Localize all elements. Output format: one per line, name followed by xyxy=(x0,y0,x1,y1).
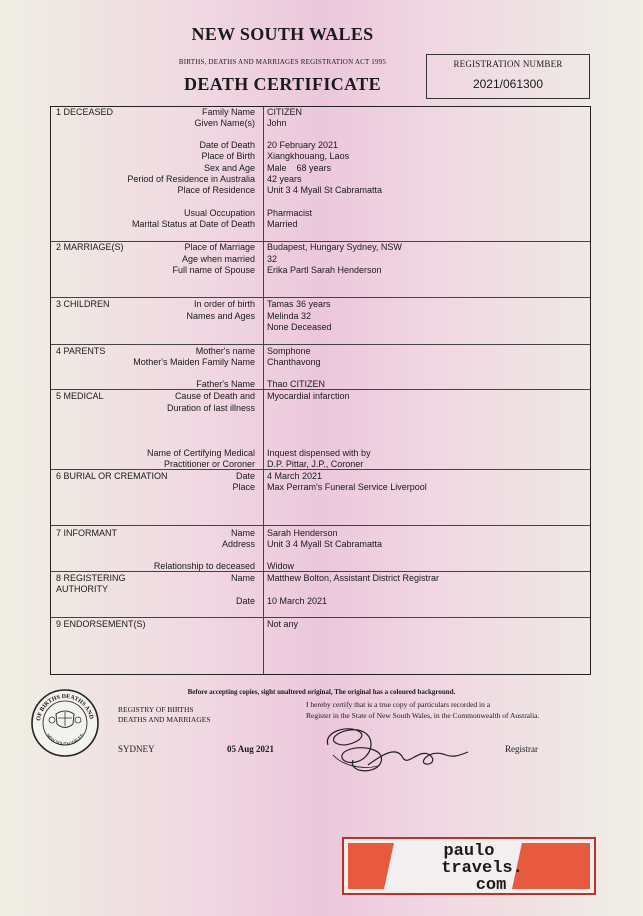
logo-line: travels. xyxy=(441,859,523,878)
label: Place of Marriage xyxy=(184,242,255,252)
registration-date: 10 March 2021 xyxy=(267,596,328,606)
label: Place xyxy=(232,482,255,492)
brand-logo xyxy=(342,837,596,895)
label: Names and Ages xyxy=(186,311,255,321)
section-registering: AUTHORITY xyxy=(56,584,109,594)
label: Place of Residence xyxy=(177,185,255,195)
label: Age when married xyxy=(181,254,255,264)
label: Mother's name xyxy=(195,346,255,356)
child-item: Melinda 32 xyxy=(267,311,312,321)
label: Relationship to deceased xyxy=(153,561,255,571)
label: Date xyxy=(235,471,255,481)
row-divider xyxy=(51,525,590,526)
certify-line-1: I hereby certify that is a true copy of particulars recorded in a xyxy=(306,700,491,709)
spouse-name: Erika Partl Sarah Henderson xyxy=(267,265,382,275)
row-divider xyxy=(51,617,590,618)
informant-relationship: Widow xyxy=(267,561,295,571)
label: Practitioner or Coroner xyxy=(163,459,255,469)
label: Sex and Age xyxy=(203,163,255,173)
label: Address xyxy=(221,539,255,549)
mother-maiden-name: Chanthavong xyxy=(267,357,321,367)
label: Date xyxy=(235,596,255,606)
child-item: Tamas 36 years xyxy=(267,299,331,309)
notice: Before accepting copies, sight unaltered original, The original has a coloured background. xyxy=(187,688,456,696)
section-endorsements: 9 ENDORSEMENT(S) xyxy=(56,619,146,629)
label: Cause of Death and xyxy=(174,391,255,401)
burial-place: Max Perram's Funeral Service Liverpool xyxy=(267,482,427,492)
registration-label: REGISTRATION NUMBER xyxy=(453,59,563,69)
father-name: Thao CITIZEN xyxy=(267,379,326,389)
certify-line-2: Register in the State of New South Wales, in the Commonwealth of Australia. xyxy=(306,711,540,720)
label: In order of birth xyxy=(193,299,255,309)
city: SYDNEY xyxy=(118,744,155,754)
row-divider xyxy=(51,344,590,345)
label: Father's Name xyxy=(196,379,255,389)
registry-line-2: DEATHS AND MARRIAGES xyxy=(118,715,211,724)
state-title: NEW SOUTH WALES xyxy=(191,24,374,44)
registration-box xyxy=(426,54,590,99)
marriage-place: Budapest, Hungary Sydney, NSW xyxy=(267,242,402,252)
label: Name xyxy=(230,528,255,538)
logo-text xyxy=(344,843,594,894)
section-medical: 5 MEDICAL xyxy=(56,391,104,401)
row-divider xyxy=(51,571,590,572)
informant-name: Sarah Henderson xyxy=(267,528,338,538)
label: Mother's Maiden Family Name xyxy=(133,357,255,367)
date-of-death: 20 February 2021 xyxy=(267,140,339,150)
child-item: None Deceased xyxy=(267,322,332,332)
section-informant: 7 INFORMANT xyxy=(56,528,118,538)
label: Period of Residence in Australia xyxy=(127,174,255,184)
label: Name of Certifying Medical xyxy=(146,448,255,458)
label: Name xyxy=(230,573,255,583)
section-children: 3 CHILDREN xyxy=(56,299,110,309)
certifier: Inquest dispensed with by xyxy=(267,448,371,458)
registrar-title: Registrar xyxy=(505,744,538,754)
place-of-birth: Xiangkhouang, Laos xyxy=(267,151,350,161)
sex-age: Male 68 years xyxy=(267,163,332,173)
act-line: BIRTHS, DEATHS AND MARRIAGES REGISTRATION ACT 1995 xyxy=(178,58,387,66)
label: Date of Death xyxy=(199,140,255,150)
burial-date: 4 March 2021 xyxy=(267,471,323,481)
logo-line: paulo xyxy=(443,842,495,861)
svg-text:REGISTRAR OF BIRTHS DEATHS AND: OF BIRTHS DEATHS AND xyxy=(36,693,94,722)
section-burial: 6 BURIAL OR CREMATION xyxy=(56,471,168,481)
given-names: John xyxy=(267,118,287,128)
marital-status: Married xyxy=(267,219,298,229)
certificate-table xyxy=(50,106,591,675)
seal-icon xyxy=(30,688,100,758)
cause-of-death: Myocardial infarction xyxy=(267,391,350,401)
label: Place of Birth xyxy=(201,151,255,161)
residence-period: 42 years xyxy=(267,174,302,184)
label: Duration of last illness xyxy=(166,403,255,413)
registrar-name: Matthew Bolton, Assistant District Registrar xyxy=(267,573,440,583)
section-marriage: 2 MARRIAGE(S) xyxy=(56,242,124,252)
registrar-seal xyxy=(30,688,100,758)
marriage-age: 32 xyxy=(267,254,278,264)
registration-number: 2021/061300 xyxy=(472,77,544,91)
mother-name: Somphone xyxy=(267,346,311,356)
label: Full name of Spouse xyxy=(172,265,255,275)
certificate-title: DEATH CERTIFICATE xyxy=(183,74,382,94)
occupation: Pharmacist xyxy=(267,208,313,218)
certifier: D.P. Pittar, J.P., Coroner xyxy=(267,459,364,469)
section-deceased: 1 DECEASED xyxy=(56,107,114,117)
family-name: CITIZEN xyxy=(267,107,302,117)
issue-date: 05 Aug 2021 xyxy=(227,744,275,754)
label: Usual Occupation xyxy=(183,208,255,218)
column-divider xyxy=(263,107,264,674)
endorsements: Not any xyxy=(267,619,299,629)
logo-line: com xyxy=(475,876,507,895)
label: Family Name xyxy=(201,107,255,117)
label: Marital Status at Date of Death xyxy=(131,219,255,229)
label: Given Name(s) xyxy=(194,118,255,128)
section-parents: 4 PARENTS xyxy=(56,346,106,356)
signature-icon xyxy=(318,720,473,780)
registry-line-1: REGISTRY OF BIRTHS xyxy=(118,705,194,714)
section-registering: 8 REGISTERING xyxy=(56,573,126,583)
informant-address: Unit 3 4 Myall St Cabramatta xyxy=(267,539,383,549)
svg-text:NEW SOUTH WALES: NEW SOUTH WALES xyxy=(45,732,85,747)
row-divider xyxy=(51,297,590,298)
residence-place: Unit 3 4 Myall St Cabramatta xyxy=(267,185,383,195)
